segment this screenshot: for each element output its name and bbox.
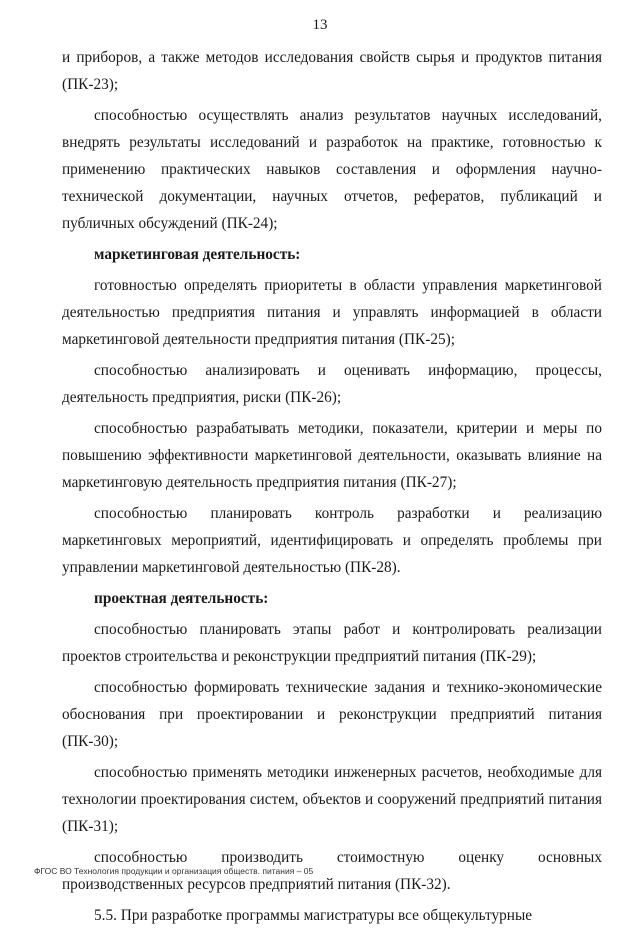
paragraph-pk30: способностью формировать технические задания и технико-экономические обоснования при проектировании и реконструкции предприятий питания (ПК-30); — [62, 679, 602, 750]
section-heading-project: проектная деятельность: — [94, 590, 269, 607]
page-footer: ФГОС ВО Технология продукции и организация обществ. питания – 05 — [34, 866, 314, 876]
section-heading-marketing: маркетинговая деятельность: — [94, 246, 301, 263]
paragraph-pk28: способностью планировать контроль разработки и реализацию маркетинговых мероприятий, идентифицировать и определять проблемы при управлении маркетинговой деятельностью (ПК-28). — [62, 505, 602, 576]
paragraph-pk25: готовностью определять приоритеты в области управления маркетинговой деятельностью предприятия питания и управлять информацией в области маркетинговой деятельности предприятия питания (ПК-25); — [62, 277, 602, 348]
paragraph-pk31: способностью применять методики инженерных расчетов, необходимые для технологии проектирования систем, объектов и сооружений предприятий питания (ПК-31); — [62, 764, 602, 835]
paragraph-section-5-5: 5.5. При разработке программы магистратуры все общекультурные — [94, 907, 533, 924]
page-number: 13 — [312, 17, 328, 33]
paragraph-pk24: способностью осуществлять анализ результатов научных исследований, внедрять результаты исследований и разработок на практике, готовностью к применению практических навыков составления и оформления научно-технической документации, научных отчетов, рефератов, публикаций и публичных обсуждений (ПК-24); — [62, 107, 602, 232]
document-body — [62, 44, 602, 933]
paragraph-pk27: способностью разрабатывать методики, показатели, критерии и меры по повышению эффективности маркетинговой деятельности, оказывать влияние на маркетинговую деятельность предприятия питания (ПК-27); — [62, 420, 602, 491]
paragraph-pk26: способностью анализировать и оценивать информацию, процессы, деятельность предприятия, риски (ПК-26); — [62, 362, 602, 406]
paragraph-pk29: способностью планировать этапы работ и контролировать реализации проектов строительства и реконструкции предприятий питания (ПК-29); — [62, 621, 602, 665]
paragraph-pk32: способностью производить стоимостную оценку основных производственных ресурсов предприятий питания (ПК-32). — [62, 849, 602, 893]
paragraph-pk23-continuation: и приборов, а также методов исследования свойств сырья и продуктов питания (ПК-23); — [62, 49, 602, 93]
